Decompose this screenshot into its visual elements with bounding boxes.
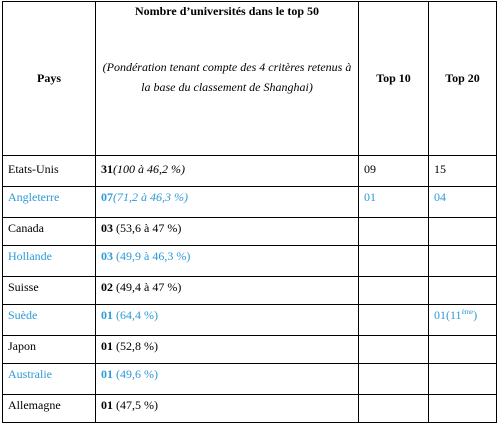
count-value: 03 xyxy=(101,221,113,235)
header-top50-subtitle: (Pondération tenant compte des 4 critères retenus à la base du classement de Shanghai) xyxy=(102,60,352,94)
pct-value: (71,2 à 46,3 %) xyxy=(113,190,188,204)
top50-cell xyxy=(96,364,359,395)
table-row xyxy=(3,277,497,305)
pct-value: (52,8 %) xyxy=(113,339,158,353)
top20-cell xyxy=(429,364,497,395)
table-row xyxy=(3,218,497,246)
country-cell: Canada xyxy=(3,218,96,246)
count-value: 07 xyxy=(101,190,113,204)
top20-cell: 04 xyxy=(429,187,497,218)
count-value: 01 xyxy=(101,367,113,381)
top50-cell xyxy=(96,305,359,336)
count-value: 03 xyxy=(101,249,113,263)
country-cell: Etats-Unis xyxy=(3,156,96,187)
table-row xyxy=(3,156,497,187)
count-value: 02 xyxy=(101,280,113,294)
top10-cell xyxy=(359,395,429,423)
top20-cell xyxy=(429,305,497,336)
top10-cell xyxy=(359,305,429,336)
pct-value: (49,9 à 46,3 %) xyxy=(113,249,191,263)
header-top20: Top 20 xyxy=(429,2,497,156)
top20-cell xyxy=(429,218,497,246)
top20-cell xyxy=(429,246,497,277)
top20-cell xyxy=(429,395,497,423)
pct-value: (64,4 %) xyxy=(113,308,158,322)
count-value: 01 xyxy=(101,398,113,412)
country-cell: Suède xyxy=(3,305,96,336)
header-top50-title: Nombre d’universités dans le top 50 xyxy=(134,4,320,18)
top50-cell xyxy=(96,395,359,423)
top10-cell xyxy=(359,218,429,246)
top10-cell xyxy=(359,277,429,305)
top20-cell xyxy=(429,336,497,364)
table-row xyxy=(3,246,497,277)
top10-cell: 09 xyxy=(359,156,429,187)
top10-cell xyxy=(359,336,429,364)
country-cell: Suisse xyxy=(3,277,96,305)
country-cell: Allemagne xyxy=(3,395,96,423)
header-top50 xyxy=(96,2,359,156)
table-row xyxy=(3,187,497,218)
header-country: Pays xyxy=(3,2,96,156)
pct-value: (49,6 %) xyxy=(113,367,158,381)
count-value: 01 xyxy=(101,339,113,353)
top10-cell xyxy=(359,364,429,395)
country-cell: Australie xyxy=(3,364,96,395)
pct-value: (49,4 à 47 %) xyxy=(113,280,182,294)
top20-close: ) xyxy=(473,308,478,322)
ranking-table xyxy=(2,1,497,423)
top50-cell xyxy=(96,218,359,246)
top20-cell: 15 xyxy=(429,156,497,187)
top20-value: 01(11 xyxy=(434,308,462,322)
count-value: 31 xyxy=(101,162,113,176)
country-cell: Hollande xyxy=(3,246,96,277)
pct-value: (100 à 46,2 %) xyxy=(113,162,185,176)
top50-cell xyxy=(96,277,359,305)
header-top10: Top 10 xyxy=(359,2,429,156)
top50-cell xyxy=(96,156,359,187)
top50-cell xyxy=(96,336,359,364)
table-row xyxy=(3,364,497,395)
top10-cell xyxy=(359,246,429,277)
top50-cell xyxy=(96,187,359,218)
country-cell: Japon xyxy=(3,336,96,364)
table-row xyxy=(3,395,497,423)
table-row xyxy=(3,336,497,364)
country-cell: Angleterre xyxy=(3,187,96,218)
table-row xyxy=(3,305,497,336)
pct-value: (47,5 %) xyxy=(113,398,158,412)
count-value: 01 xyxy=(101,308,113,322)
top50-cell xyxy=(96,246,359,277)
top20-cell xyxy=(429,277,497,305)
top10-cell: 01 xyxy=(359,187,429,218)
rank-suffix: ème xyxy=(461,308,474,316)
pct-value: (53,6 à 47 %) xyxy=(113,221,182,235)
header-row xyxy=(3,2,497,156)
